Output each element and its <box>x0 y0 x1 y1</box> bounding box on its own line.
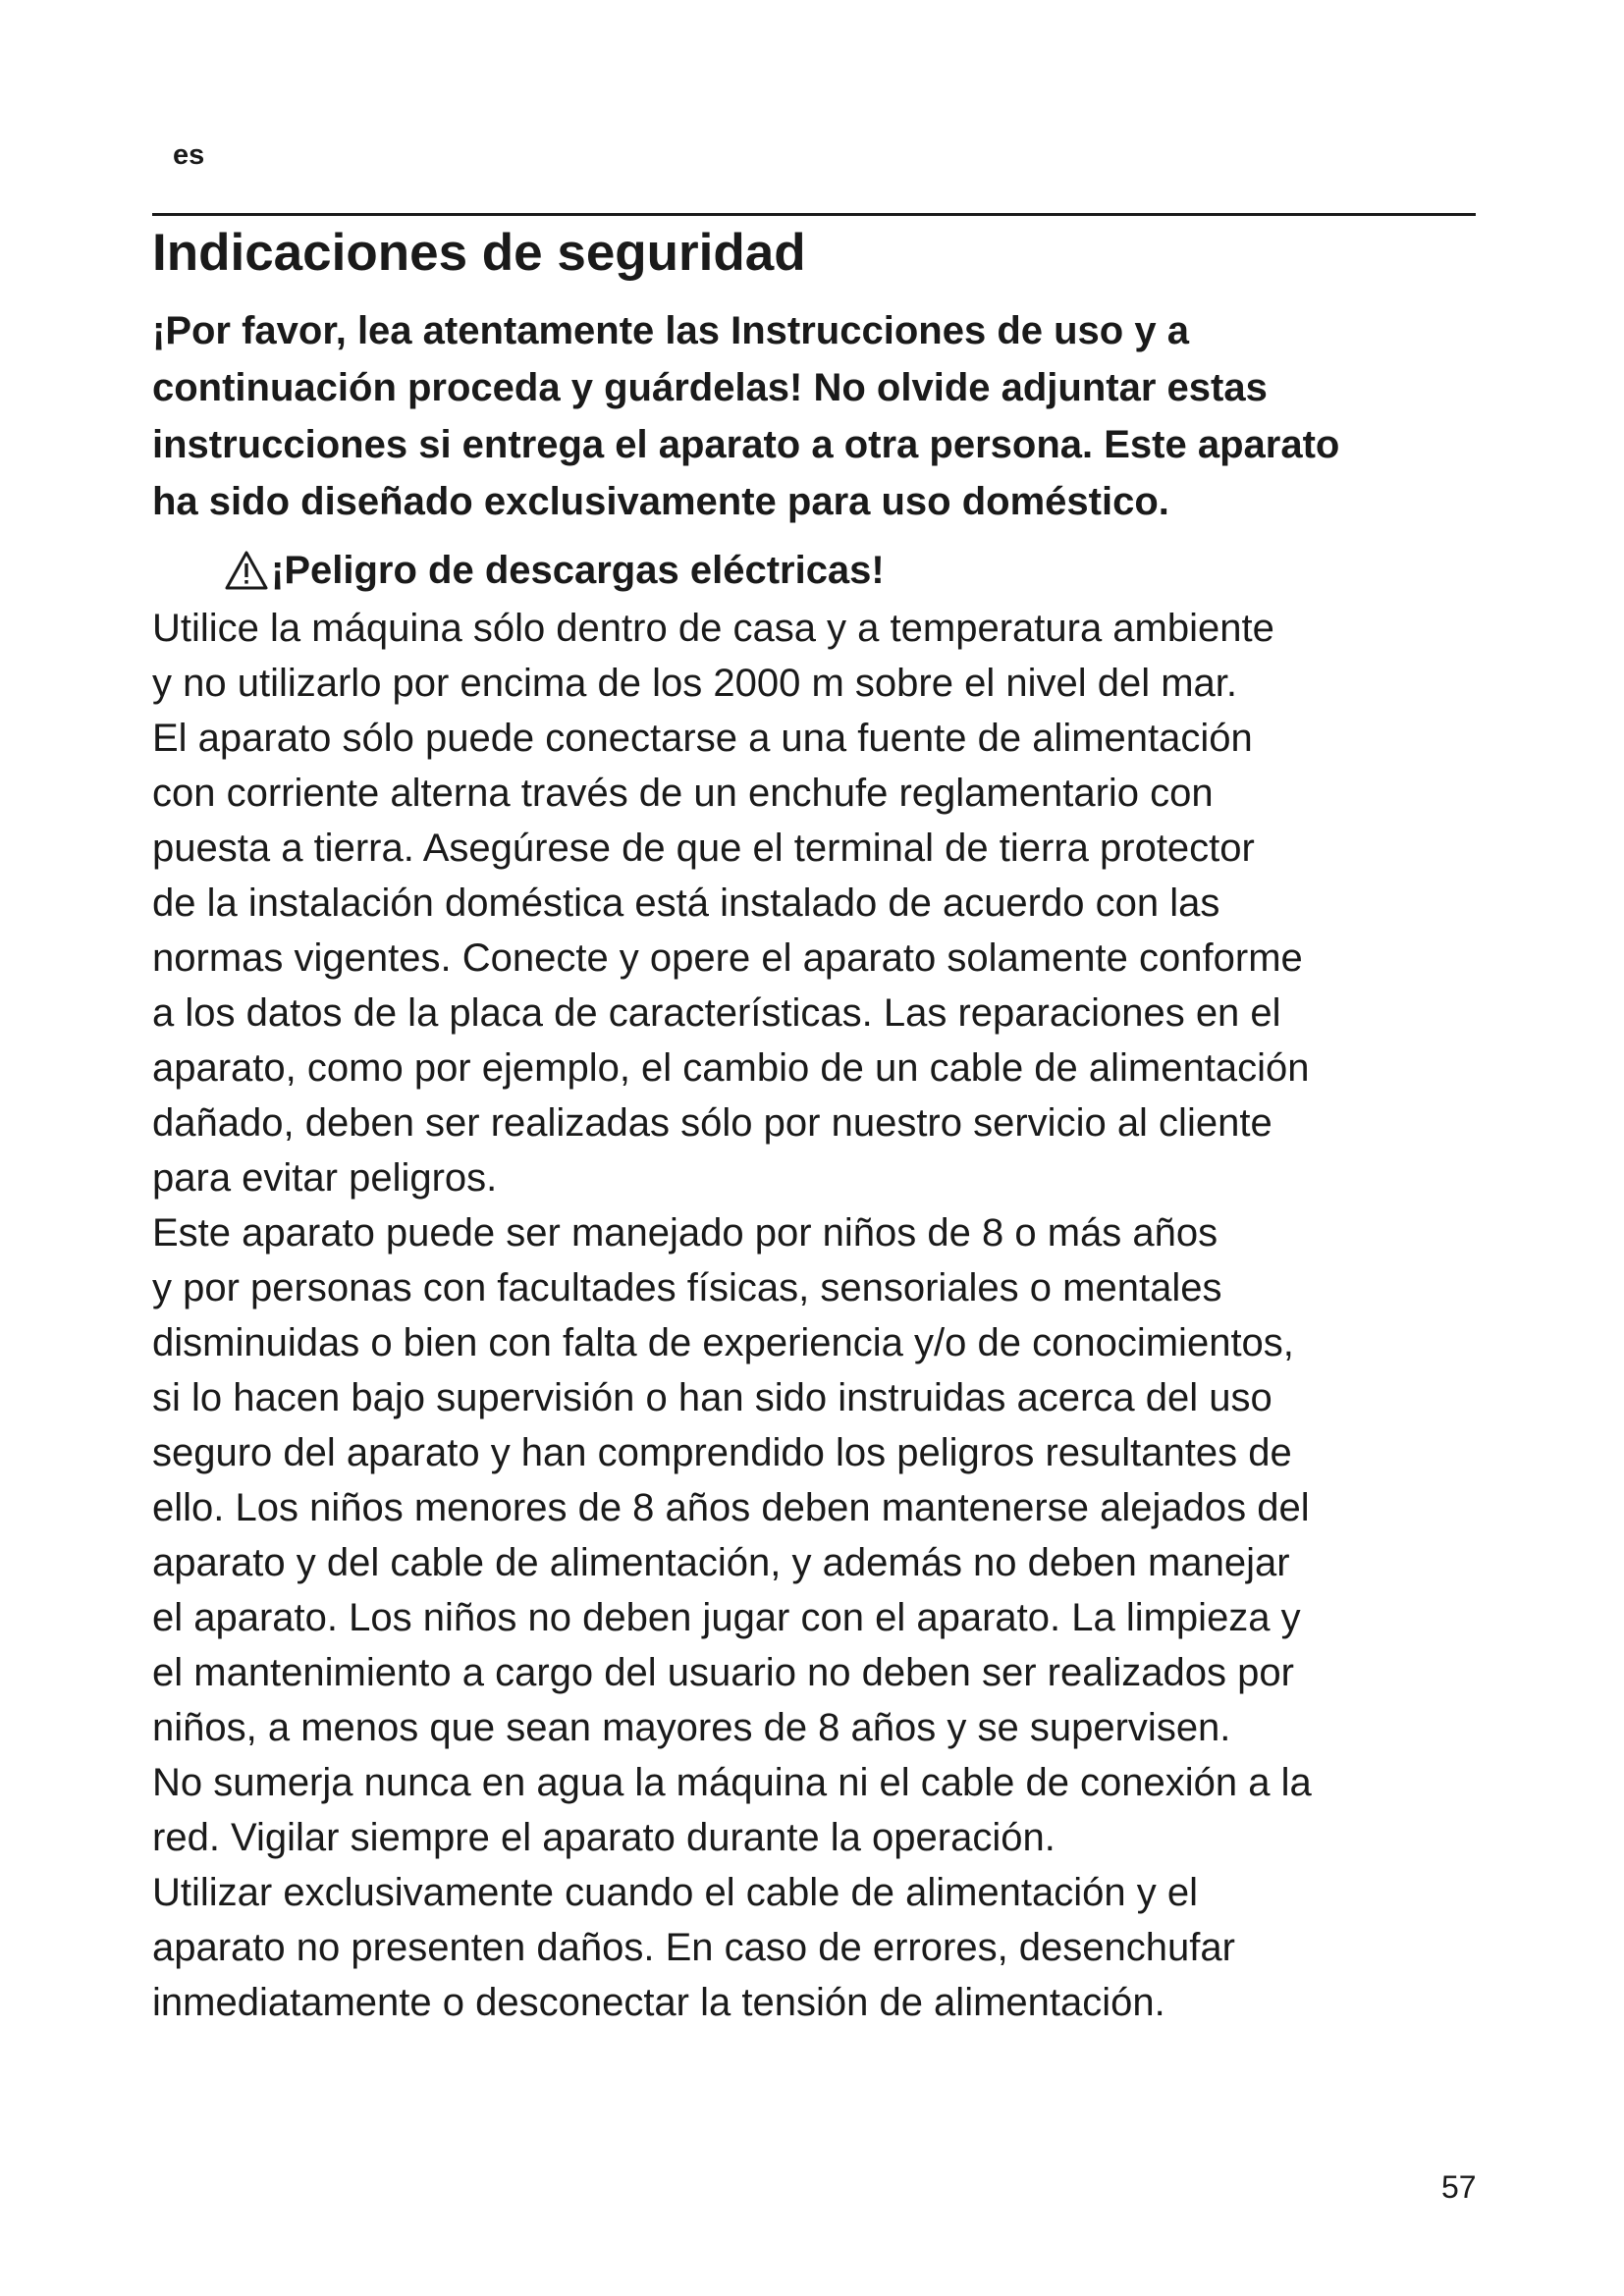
text-line: No sumerja nunca en agua la máquina ni el cable de conexión a la <box>152 1761 1312 1804</box>
text-line: inmediatamente o desconectar la tensión de alimentación. <box>152 1981 1165 2024</box>
text-line: Utilice la máquina sólo dentro de casa y a temperatura ambiente <box>152 607 1274 650</box>
paragraph-water <box>152 1755 1527 1865</box>
text-line: Utilizar exclusivamente cuando el cable de alimentación y el <box>152 1871 1198 1914</box>
text-line: a los datos de la placa de características. Las reparaciones en el <box>152 991 1281 1035</box>
intro-line: ¡Por favor, lea atentamente las Instrucciones de uso y a <box>152 309 1189 352</box>
intro-line: instrucciones si entrega el aparato a otra persona. Este aparato <box>152 423 1340 466</box>
text-line: disminuidas o bien con falta de experiencia y/o de conocimientos, <box>152 1321 1294 1364</box>
text-line: red. Vigilar siempre el aparato durante la operación. <box>152 1816 1056 1859</box>
text-line: el aparato. Los niños no deben jugar con el aparato. La limpieza y <box>152 1596 1301 1639</box>
text-line: El aparato sólo puede conectarse a una fuente de alimentación <box>152 717 1253 760</box>
section-title: Indicaciones de seguridad <box>152 224 806 282</box>
language-code: es <box>173 139 205 171</box>
text-line: ello. Los niños menores de 8 años deben mantenerse alejados del <box>152 1486 1310 1529</box>
paragraph-children <box>152 1205 1527 1755</box>
text-line: aparato no presenten daños. En caso de errores, desenchufar <box>152 1926 1235 1969</box>
text-line: el mantenimiento a cargo del usuario no deben ser realizados por <box>152 1651 1294 1694</box>
intro-notice <box>152 302 1507 530</box>
text-line: puesta a tierra. Asegúrese de que el terminal de tierra protector <box>152 827 1255 870</box>
paragraph-damage <box>152 1865 1527 2030</box>
text-line: de la instalación doméstica está instalado de acuerdo con las <box>152 881 1220 925</box>
text-line: aparato, como por ejemplo, el cambio de un cable de alimentación <box>152 1046 1310 1090</box>
text-line: seguro del aparato y han comprendido los peligros resultantes de <box>152 1431 1292 1474</box>
text-line: normas vigentes. Conecte y opere el aparato solamente conforme <box>152 936 1303 980</box>
text-line: aparato y del cable de alimentación, y además no deben manejar <box>152 1541 1290 1584</box>
text-line: y no utilizarlo por encima de los 2000 m sobre el nivel del mar. <box>152 662 1237 705</box>
text-line: niños, a menos que sean mayores de 8 años y se supervisen. <box>152 1706 1231 1749</box>
text-line: para evitar peligros. <box>152 1156 498 1200</box>
intro-line: ha sido diseñado exclusivamente para uso doméstico. <box>152 480 1169 523</box>
text-line: si lo hacen bajo supervisión o han sido instruidas acerca del uso <box>152 1376 1272 1419</box>
paragraph-location <box>152 601 1527 711</box>
text-line: con corriente alterna través de un enchufe reglamentario con <box>152 772 1214 815</box>
warning-text: ¡Peligro de descargas eléctricas! <box>271 549 885 592</box>
safety-body <box>152 601 1527 2030</box>
intro-line: continuación proceda y guárdelas! No olvide adjuntar estas <box>152 366 1268 409</box>
text-line: y por personas con facultades físicas, sensoriales o mentales <box>152 1266 1222 1309</box>
text-line: dañado, deben ser realizadas sólo por nuestro servicio al cliente <box>152 1101 1272 1145</box>
text-line: Este aparato puede ser manejado por niños de 8 o más años <box>152 1211 1218 1255</box>
paragraph-electrical <box>152 711 1527 1205</box>
electric-shock-warning <box>224 546 885 595</box>
page-number: 57 <box>1441 2169 1477 2205</box>
header-rule <box>152 213 1476 216</box>
warning-triangle-icon <box>224 550 269 591</box>
